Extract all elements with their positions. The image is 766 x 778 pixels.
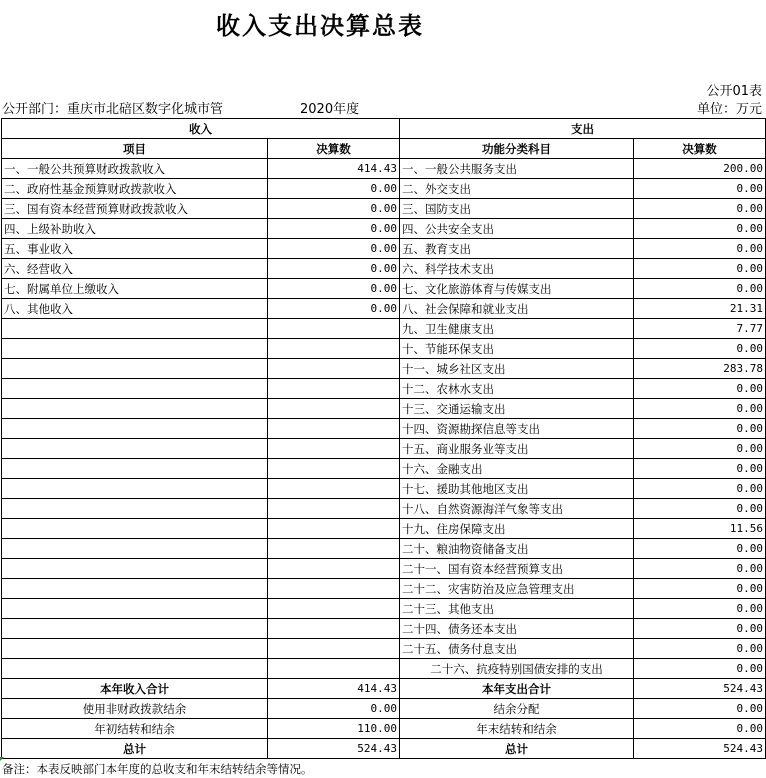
- expense-item: 十九、住房保障支出: [400, 519, 634, 539]
- item-header: 项目: [2, 139, 268, 159]
- income-amount: [268, 439, 400, 459]
- expense-amount: 0.00: [634, 199, 766, 219]
- expense-item: 二十、粮油物资储备支出: [400, 539, 634, 559]
- table-row: [2, 579, 766, 599]
- expense-amount: 0.00: [634, 579, 766, 599]
- category-header: 功能分类科目: [400, 139, 634, 159]
- summary-row: [2, 739, 766, 759]
- table-row: [2, 519, 766, 539]
- expense-amount: 0.00: [634, 539, 766, 559]
- income-item: 三、国有资本经营预算财政拨款收入: [2, 199, 268, 219]
- expense-item: 十三、交通运输支出: [400, 399, 634, 419]
- table-row: [2, 219, 766, 239]
- income-amount: [268, 359, 400, 379]
- income-amount: [268, 619, 400, 639]
- table-row: [2, 179, 766, 199]
- table-row: [2, 339, 766, 359]
- expense-amount: 0.00: [634, 379, 766, 399]
- table-row: [2, 559, 766, 579]
- income-amount: [268, 379, 400, 399]
- expense-amount: 0.00: [634, 399, 766, 419]
- income-item: 七、附属单位上缴收入: [2, 279, 268, 299]
- income-amount: [268, 419, 400, 439]
- expense-item: 十二、农林水支出: [400, 379, 634, 399]
- expense-amount: 0.00: [634, 499, 766, 519]
- expense-item: 十八、自然资源海洋气象等支出: [400, 499, 634, 519]
- summary-income-label: 使用非财政拨款结余: [2, 699, 268, 719]
- income-item: 四、上级补助收入: [2, 219, 268, 239]
- summary-expense-label: 年末结转和结余: [400, 719, 634, 739]
- summary-row: [2, 699, 766, 719]
- income-amount: [268, 319, 400, 339]
- expense-item: 六、科学技术支出: [400, 259, 634, 279]
- table-row: [2, 539, 766, 559]
- footnote: 备注：本表反映部门本年度的总收支和年末结转结余等情况。: [2, 762, 313, 776]
- table-row: [2, 199, 766, 219]
- income-item: [2, 599, 268, 619]
- expense-amount: 0.00: [634, 339, 766, 359]
- expense-item: 五、教育支出: [400, 239, 634, 259]
- table-row: [2, 299, 766, 319]
- expense-item: 十、节能环保支出: [400, 339, 634, 359]
- expense-amount: 0.00: [634, 659, 766, 679]
- expense-item: 二、外交支出: [400, 179, 634, 199]
- income-item: [2, 519, 268, 539]
- income-amount: [268, 519, 400, 539]
- income-amount: [268, 539, 400, 559]
- expense-amount: 0.00: [634, 459, 766, 479]
- expense-amount: 0.00: [634, 419, 766, 439]
- summary-expense-label: 本年支出合计: [400, 679, 634, 699]
- summary-expense-amount: 524.43: [634, 679, 766, 699]
- income-amount: 0.00: [268, 279, 400, 299]
- summary-income-label: 总计: [2, 739, 268, 759]
- income-item: [2, 559, 268, 579]
- summary-row: [2, 719, 766, 739]
- table-subheader-row: [2, 139, 766, 159]
- expense-item: 二十五、债务付息支出: [400, 639, 634, 659]
- income-item: [2, 479, 268, 499]
- income-item: 八、其他收入: [2, 299, 268, 319]
- table-row: [2, 319, 766, 339]
- income-item: 五、事业收入: [2, 239, 268, 259]
- expense-item: 二十六、抗疫特别国债安排的支出: [400, 659, 634, 679]
- table-row: [2, 399, 766, 419]
- expense-amount: 0.00: [634, 559, 766, 579]
- income-item: [2, 579, 268, 599]
- table-row: [2, 599, 766, 619]
- expense-amount: 283.78: [634, 359, 766, 379]
- table-row: [2, 619, 766, 639]
- income-item: [2, 399, 268, 419]
- summary-expense-label: 总计: [400, 739, 634, 759]
- page-title: 收入支出决算总表: [216, 12, 424, 40]
- income-amount: 414.43: [268, 159, 400, 179]
- income-amount: [268, 459, 400, 479]
- income-header: 收入: [2, 119, 400, 139]
- table-header-row: [2, 119, 766, 139]
- income-item: 二、政府性基金预算财政拨款收入: [2, 179, 268, 199]
- income-item: [2, 379, 268, 399]
- income-amount: [268, 599, 400, 619]
- expense-item: 二十二、灾害防治及应急管理支出: [400, 579, 634, 599]
- income-item: 六、经营收入: [2, 259, 268, 279]
- expense-item: 十一、城乡社区支出: [400, 359, 634, 379]
- income-amount: [268, 399, 400, 419]
- summary-income-label: 本年收入合计: [2, 679, 268, 699]
- expense-amount: 0.00: [634, 279, 766, 299]
- table-row: [2, 439, 766, 459]
- expense-item: 七、文化旅游体育与传媒支出: [400, 279, 634, 299]
- income-item: 一、一般公共预算财政拨款收入: [2, 159, 268, 179]
- income-item: [2, 499, 268, 519]
- table-row: [2, 479, 766, 499]
- expense-item: 二十三、其他支出: [400, 599, 634, 619]
- year-label: 2020年度: [300, 102, 360, 117]
- expense-item: 八、社会保障和就业支出: [400, 299, 634, 319]
- table-row: [2, 659, 766, 679]
- expense-amount: 7.77: [634, 319, 766, 339]
- income-item: [2, 539, 268, 559]
- unit-label: 单位：万元: [696, 102, 762, 117]
- income-item: [2, 639, 268, 659]
- income-item: [2, 659, 268, 679]
- summary-expense-amount: 524.43: [634, 739, 766, 759]
- expense-amount: 11.56: [634, 519, 766, 539]
- income-item: [2, 419, 268, 439]
- expense-item: 十六、金融支出: [400, 459, 634, 479]
- income-amount: 0.00: [268, 199, 400, 219]
- income-amount: [268, 639, 400, 659]
- income-amount: [268, 499, 400, 519]
- summary-expense-amount: 0.00: [634, 719, 766, 739]
- table-row: [2, 259, 766, 279]
- income-amount: [268, 559, 400, 579]
- income-item: [2, 459, 268, 479]
- expense-amount: 0.00: [634, 479, 766, 499]
- income-amount: 0.00: [268, 239, 400, 259]
- summary-row: [2, 679, 766, 699]
- income-amount: [268, 339, 400, 359]
- income-amount: 0.00: [268, 219, 400, 239]
- expense-item: 二十四、债务还本支出: [400, 619, 634, 639]
- expense-header: 支出: [400, 119, 766, 139]
- income-amount: 0.00: [268, 299, 400, 319]
- expense-amount: 0.00: [634, 259, 766, 279]
- table-row: [2, 279, 766, 299]
- table-row: [2, 159, 766, 179]
- expense-item: 十五、商业服务业等支出: [400, 439, 634, 459]
- expense-amount: 0.00: [634, 179, 766, 199]
- amount-header-2: 决算数: [634, 139, 766, 159]
- income-amount: [268, 659, 400, 679]
- summary-income-amount: 110.00: [268, 719, 400, 739]
- expense-amount: 0.00: [634, 239, 766, 259]
- table-row: [2, 499, 766, 519]
- table-row: [2, 359, 766, 379]
- expense-amount: 0.00: [634, 219, 766, 239]
- expense-amount: 0.00: [634, 599, 766, 619]
- amount-header: 决算数: [268, 139, 400, 159]
- table-row: [2, 379, 766, 399]
- department-label: 公开部门：重庆市北碚区数字化城市管: [2, 102, 224, 117]
- summary-income-amount: 414.43: [268, 679, 400, 699]
- income-amount: [268, 579, 400, 599]
- summary-expense-label: 结余分配: [400, 699, 634, 719]
- expense-item: 九、卫生健康支出: [400, 319, 634, 339]
- expense-item: 二十一、国有资本经营预算支出: [400, 559, 634, 579]
- expense-item: 三、国防支出: [400, 199, 634, 219]
- budget-table: [1, 118, 766, 759]
- income-item: [2, 619, 268, 639]
- table-row: [2, 419, 766, 439]
- income-amount: 0.00: [268, 179, 400, 199]
- summary-expense-amount: 0.00: [634, 699, 766, 719]
- expense-amount: 0.00: [634, 619, 766, 639]
- summary-income-label: 年初结转和结余: [2, 719, 268, 739]
- income-item: [2, 359, 268, 379]
- table-row: [2, 639, 766, 659]
- income-item: [2, 339, 268, 359]
- expense-amount: 0.00: [634, 639, 766, 659]
- expense-item: 四、公共安全支出: [400, 219, 634, 239]
- summary-income-amount: 524.43: [268, 739, 400, 759]
- income-item: [2, 439, 268, 459]
- income-item: [2, 319, 268, 339]
- expense-amount: 21.31: [634, 299, 766, 319]
- expense-amount: 0.00: [634, 439, 766, 459]
- summary-income-amount: 0.00: [268, 699, 400, 719]
- income-amount: 0.00: [268, 259, 400, 279]
- expense-amount: 200.00: [634, 159, 766, 179]
- expense-item: 十四、资源勘探信息等支出: [400, 419, 634, 439]
- table-row: [2, 239, 766, 259]
- form-code: 公开01表: [706, 84, 762, 99]
- expense-item: 十七、援助其他地区支出: [400, 479, 634, 499]
- table-row: [2, 459, 766, 479]
- expense-item: 一、一般公共服务支出: [400, 159, 634, 179]
- income-amount: [268, 479, 400, 499]
